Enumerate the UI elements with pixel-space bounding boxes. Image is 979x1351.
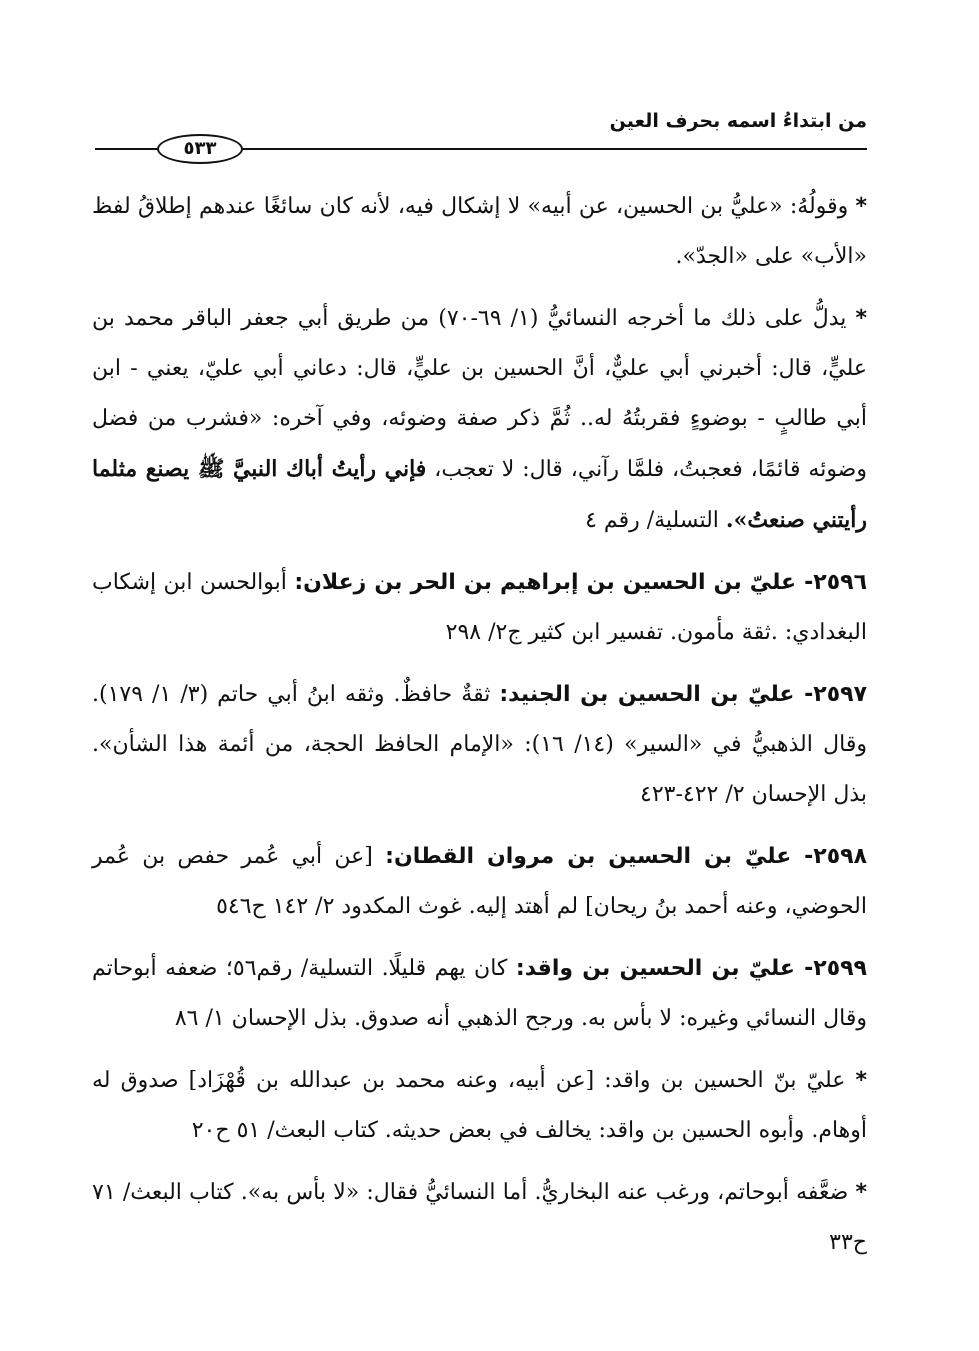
entry-text: [عن أبي عُمر حفص بن عُمر الحوضي، وعنه أحمد بنُ ريحان] لم أهتد إليه. غوث المكدود ٢/ ١٤٢ ح٥٤٦ bbox=[92, 844, 867, 919]
entry-2597 bbox=[92, 670, 867, 820]
entry-text: ثقةٌ حافظٌ. وثقه ابنُ أبي حاتم (٣/ ١/ ١٧٩). وقال الذهبيُّ في «السير» (١٤/ ١٦): «الإمام الحافظ الحجة، من أئمة هذا الشأن». بذل الإحسان ٢/ ٤٢٢-٤٢٣ bbox=[92, 682, 867, 807]
paragraph-text: وقولُهُ: «عليُّ بن الحسين، عن أبيه» لا إشكال فيه، لأنه كان سائغًا عندهم إطلاقُ لفظ «الأب» على «الجدّ». bbox=[92, 194, 867, 269]
star-marker: * bbox=[855, 1180, 868, 1205]
entry-2596 bbox=[92, 558, 867, 658]
star-marker: * bbox=[855, 194, 867, 219]
paragraph-8 bbox=[92, 1168, 867, 1268]
entry-heading: ٢٥٩٩- عليّ بن الحسين بن واقد: bbox=[515, 956, 867, 981]
star-marker: * bbox=[855, 306, 867, 331]
paragraph-1 bbox=[92, 182, 867, 282]
running-title: من ابتداءُ اسمه بحرف العين bbox=[609, 110, 867, 132]
page-header bbox=[95, 104, 867, 166]
entry-text: أبوالحسن ابن إشكاب البغدادي: .ثقة مأمون. تفسير ابن كثير ج٢/ ٢٩٨ bbox=[92, 570, 867, 645]
paragraph-text: ضعَّفه أبوحاتم، ورغب عنه البخاريُّ. أما النسائيُّ فقال: «لا بأس به». كتاب البعث/ ٧١ ح٣٣ bbox=[92, 1180, 867, 1255]
paragraph-7 bbox=[92, 1056, 867, 1156]
page-number: ٥٣٣ bbox=[157, 134, 243, 164]
entry-2599 bbox=[92, 944, 867, 1044]
entry-heading: ٢٥٩٨- عليّ بن الحسين بن مروان القطان: bbox=[385, 844, 868, 869]
star-marker: * bbox=[855, 1068, 868, 1093]
entry-2598 bbox=[92, 832, 867, 932]
entry-heading: ٢٥٩٧- عليّ بن الحسين بن الجنيد: bbox=[499, 682, 867, 707]
paragraph-2 bbox=[92, 294, 867, 546]
paragraph-text: عليّ بنّ الحسين بن واقد: [عن أبيه، وعنه محمد بن عبدالله بن قُهْزَاد] صدوق له أوهام. وأبوه الحسين بن واقد: يخالف في بعض حديثه. كتاب البعث/ ٥١ ح٢٠ bbox=[92, 1068, 867, 1143]
entry-heading: ٢٥٩٦- عليّ بن الحسين بن إبراهيم بن الحر بن زعلان: bbox=[294, 570, 868, 595]
page-body bbox=[92, 182, 867, 1280]
reference-text: التسلية/ رقم ٤ bbox=[585, 508, 719, 533]
paragraph-text: يدلُّ على ذلك ما أخرجه النسائيُّ (١/ ٦٩-٧٠) من طريق أبي جعفر الباقر محمد بن عليٍّ، قال: أخبرني أبي عليٌّ، أنَّ الحسين بن عليٍّ، قال: دعاني أبي عليّ، يعني - ابن أبي طالبٍ - بوضوءٍ فقربتُهُ له.. ثُمَّ ذكر صفة وضوئه، وفي آخره: «فشرب من فضل وضوئه قائمًا، فعجبتُ، فلمَّا رآني، قال: لا تعجب، bbox=[92, 306, 867, 482]
entry-text: كان يهم قليلًا. التسلية/ رقم٥٦؛ ضعفه أبوحاتم وقال النسائي وغيره: لا بأس به. ورجح الذهبي أنه صدوق. بذل الإحسان ١/ ٨٦ bbox=[92, 956, 867, 1031]
hadith-quote-bold: فإني رأيتُ أباك النبيَّ ﷺ يصنع مثلما رأيتني صنعتُ». bbox=[92, 456, 867, 533]
